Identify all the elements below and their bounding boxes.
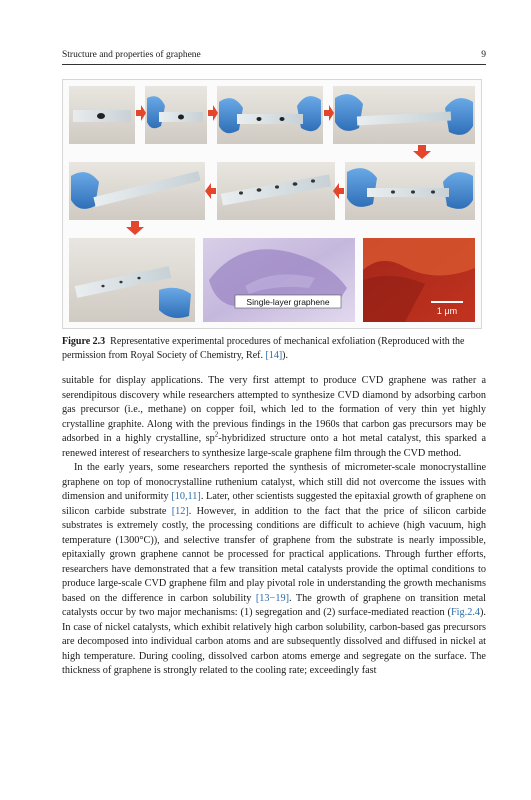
step-3-photo: [217, 86, 323, 144]
p1-text-a: suitable for display applications. The very first attempt to produce CVD graphene was rather a serendipitous discovery while researchers attempted to synthesize CVD diamond by adsorbing carbon gas precursor (i.e., methane) on copper foil, which led to the formation of very thin yet highly crystalline graphite. Along with the previous findings in the 1960s that carbon gas precursors may be adsorbed in a highly crystalline, sp: [62, 375, 486, 444]
exfoliation-photo-panel: [63, 80, 481, 328]
header-title: Structure and properties of graphene: [62, 50, 201, 60]
ref-link-12[interactable]: [12]: [171, 505, 189, 517]
page-number: 9: [481, 50, 486, 60]
figure-caption: [62, 335, 486, 362]
ref-link-10-11[interactable]: [10,11]: [171, 491, 201, 502]
fig-2-4-link[interactable]: Fig.2.4: [450, 607, 481, 618]
p2-text-e: ). In case of nickel catalysts, which exhibit relatively high carbon solubility, carbon-based gas precursors are decomposed into individual carbon atoms and are subsequently dissolved and diffused in nickel at high temperature. During cooling, dissolved carbon atoms emerge and segregate on the surface. The thickness of graphene is strongly related to the cooling rate; exceedingly fast: [62, 607, 486, 676]
step-4-photo: [333, 86, 475, 144]
step-2-photo: [145, 86, 207, 144]
arrow-right-1: [136, 105, 146, 121]
arrow-right-2: [208, 105, 218, 121]
caption-text: Representative experimental procedures of mechanical exfoliation (Reproduced with the permission from Royal Society of Chemistry, Ref.: [62, 336, 465, 361]
step-1-photo: [69, 86, 135, 144]
p2-text-c: . However, in addition to the fact that the price of silicon carbide substrates is extremely costly, the processing conditions are difficult to achieve (high vacuum, high temperature (1300°C)), and selective transfer of graphene from the substrate is nearly impossible, epitaxially grown graphene cannot be processed for practical applications. Through further efforts, researchers have demonstrated that a few transition metal catalysts provide the optimal conditions to produce large-scale CVD graphene film and play pivotal role in understanding the growth mechanisms based on the difference in carbon solubility: [62, 505, 486, 604]
optical-image: [203, 238, 355, 322]
p1-text-b: -hybridized structure onto a hot metal catalyst, this sparked a renewed interest of researchers to synthesize large-scale graphene film through the CVD method.: [62, 433, 486, 459]
p2-text-b: . Later, other scientists suggested the epitaxial growth of graphene on silicon carbide substrate: [62, 491, 486, 517]
p2-text-a: In the early years, some researchers reported the synthesis of micrometer-scale monocrystalline graphene on top of monocrystalline ruthenium catalyst, which still did not overcome the issues with dimension and uniformity: [62, 462, 486, 502]
step-7-photo: [345, 162, 475, 220]
scale-bar-label: 1 μm: [436, 306, 458, 316]
caption-ref[interactable]: [14]: [265, 349, 283, 361]
paragraph-2: [62, 461, 486, 679]
afm-image: [363, 238, 475, 322]
header-rule: [62, 64, 486, 65]
step-6-photo: [217, 162, 335, 220]
inset-label: Single-layer graphene: [246, 297, 330, 307]
caption-label: Figure 2.3: [62, 336, 106, 347]
body-text: [62, 374, 486, 679]
running-header: [62, 50, 486, 64]
step-5-photo: [69, 162, 205, 220]
step-8-photo: [69, 238, 195, 322]
arrow-right-3: [324, 105, 334, 121]
ref-link-13-19[interactable]: [13−19]: [255, 592, 289, 604]
paragraph-1: [62, 374, 486, 461]
figure-2-3: [62, 79, 482, 329]
p1-superscript: 2: [214, 430, 219, 439]
p2-text-d: . The growth of graphene on transition metal catalysts occur by two major mechanisms: (1) segregation and (2) surface-mediated reaction (: [62, 592, 486, 618]
caption-end: ).: [282, 349, 289, 361]
inset-label-box: [235, 295, 341, 308]
arrow-left-2: [205, 183, 216, 199]
arrow-down-1: [413, 145, 431, 159]
arrow-down-2: [126, 221, 144, 235]
